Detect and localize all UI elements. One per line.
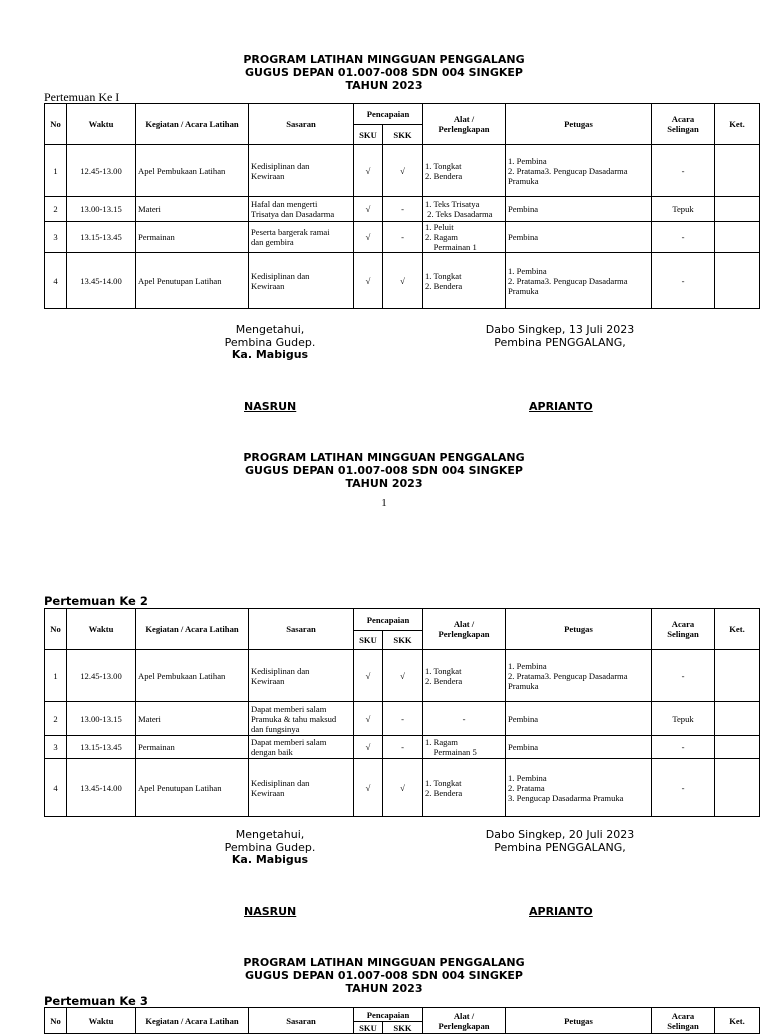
cell-petugas bbox=[506, 736, 652, 759]
sig-left-line-3: Ka. Mabigus bbox=[231, 348, 309, 361]
col-header-petugas: Petugas bbox=[506, 104, 652, 145]
cell-no: 2 bbox=[45, 702, 67, 736]
acara-header-line-2: Selingan bbox=[667, 629, 699, 639]
cell-alat-line: Permainan 5 bbox=[425, 747, 477, 757]
cell-sasaran-line: Kewiraan bbox=[251, 280, 285, 291]
title-line-1: PROGRAM LATIHAN MINGGUAN PENGGALANG bbox=[243, 451, 525, 464]
cell-ket bbox=[715, 759, 760, 817]
cell-alat bbox=[423, 145, 506, 197]
cell-skk: √ bbox=[383, 650, 423, 702]
cell-alat-line: 2. Teks Dasadarma bbox=[425, 209, 493, 219]
cell-kegiatan: Apel Pembukaan Latihan bbox=[136, 650, 249, 702]
sig-right-line-2: Pembina PENGGALANG, bbox=[494, 335, 626, 349]
col-header-sasaran: Sasaran bbox=[249, 104, 354, 145]
col-header-alat bbox=[423, 609, 506, 650]
cell-kegiatan: Apel Penutupan Latihan bbox=[136, 759, 249, 817]
col-header-pencapaian: Pencapaian bbox=[354, 104, 423, 125]
cell-waktu: 13.00-13.15 bbox=[67, 197, 136, 222]
cell-petugas bbox=[506, 222, 652, 253]
cell-sasaran-line: Peserta bargerak ramai bbox=[251, 227, 330, 237]
cell-kegiatan: Permainan bbox=[136, 736, 249, 759]
program-title-2 bbox=[0, 451, 768, 490]
col-header-ket: Ket. bbox=[715, 1008, 760, 1034]
cell-skk: - bbox=[383, 197, 423, 222]
cell-no: 4 bbox=[45, 759, 67, 817]
col-header-sku: SKU bbox=[354, 125, 383, 145]
cell-sku: √ bbox=[354, 145, 383, 197]
col-header-kegiatan: Kegiatan / Acara Latihan bbox=[136, 609, 249, 650]
cell-alat bbox=[423, 736, 506, 759]
cell-sasaran bbox=[249, 702, 354, 736]
cell-sku: √ bbox=[354, 222, 383, 253]
cell-waktu: 13.15-13.45 bbox=[67, 222, 136, 253]
cell-waktu: 13.00-13.15 bbox=[67, 702, 136, 736]
col-header-kegiatan: Kegiatan / Acara Latihan bbox=[136, 104, 249, 145]
cell-sasaran-line: dengan baik bbox=[251, 747, 293, 757]
cell-sasaran bbox=[249, 650, 354, 702]
table-row bbox=[45, 197, 760, 222]
title-line-2: GUGUS DEPAN 01.007-008 SDN 004 SINGKEP bbox=[245, 969, 523, 982]
cell-acara: - bbox=[652, 145, 715, 197]
table-row bbox=[45, 759, 760, 817]
cell-alat-line: 2. Bendera bbox=[425, 170, 463, 181]
cell-sasaran-line: Hafal dan mengerti bbox=[251, 199, 318, 209]
acara-header-line-1: Acara bbox=[671, 619, 695, 629]
cell-skk: √ bbox=[383, 145, 423, 197]
alat-header-line-2: Perlengkapan bbox=[438, 1020, 490, 1031]
col-header-acara bbox=[652, 1008, 715, 1034]
cell-petugas-line: Pembina bbox=[508, 204, 539, 214]
cell-sku: √ bbox=[354, 702, 383, 736]
cell-petugas-line: Pembina bbox=[508, 742, 539, 752]
cell-kegiatan: Permainan bbox=[136, 222, 249, 253]
title-line-2: GUGUS DEPAN 01.007-008 SDN 004 SINGKEP bbox=[245, 66, 523, 79]
acara-header-line-1: Acara bbox=[671, 1010, 695, 1021]
cell-acara: - bbox=[652, 253, 715, 309]
cell-waktu: 12.45-13.00 bbox=[67, 145, 136, 197]
signer-name-right-1: APRIANTO bbox=[529, 400, 593, 413]
cell-sasaran-line: Kedisiplinan dan bbox=[251, 270, 310, 281]
cell-ket bbox=[715, 222, 760, 253]
cell-alat bbox=[423, 702, 506, 736]
cell-sasaran-line: Kedisiplinan dan bbox=[251, 777, 310, 788]
cell-petugas-line: 2. Pratama3. Pengucap Dasadarma bbox=[508, 670, 628, 681]
meeting-3-label: Pertemuan Ke 3 bbox=[44, 994, 148, 1008]
meeting-1-table bbox=[44, 103, 760, 309]
col-header-waktu: Waktu bbox=[67, 104, 136, 145]
cell-petugas-line: Pembina bbox=[508, 232, 539, 242]
cell-petugas-line: Pramuka bbox=[508, 680, 539, 691]
program-title-1 bbox=[0, 53, 768, 92]
cell-skk: - bbox=[383, 736, 423, 759]
title-line-3: TAHUN 2023 bbox=[345, 79, 423, 92]
signer-name-right-2: APRIANTO bbox=[529, 905, 593, 918]
signer-name-left-2: NASRUN bbox=[244, 905, 297, 918]
col-header-waktu: Waktu bbox=[67, 1008, 136, 1034]
cell-alat bbox=[423, 253, 506, 309]
col-header-acara bbox=[652, 609, 715, 650]
sig-left-line-2: Pembina Gudep. bbox=[224, 840, 316, 854]
cell-petugas-line: 1. Pembina bbox=[508, 265, 547, 276]
col-header-alat bbox=[423, 1008, 506, 1034]
cell-alat-line: Permainan 1 bbox=[425, 242, 477, 252]
cell-ket bbox=[715, 197, 760, 222]
cell-waktu: 12.45-13.00 bbox=[67, 650, 136, 702]
cell-alat bbox=[423, 197, 506, 222]
cell-alat-line: 1. Tongkat bbox=[425, 160, 462, 171]
col-header-kegiatan: Kegiatan / Acara Latihan bbox=[136, 1008, 249, 1034]
meeting-2-label: Pertemuan Ke 2 bbox=[44, 594, 148, 608]
cell-sku: √ bbox=[354, 759, 383, 817]
alat-header-line-1: Alat / bbox=[453, 1010, 475, 1021]
sig-left-line-3: Ka. Mabigus bbox=[231, 853, 309, 866]
cell-sasaran-line: Kewiraan bbox=[251, 787, 285, 798]
cell-petugas-line: Pramuka bbox=[508, 175, 539, 186]
meeting-2-table bbox=[44, 608, 760, 817]
title-line-1: PROGRAM LATIHAN MINGGUAN PENGGALANG bbox=[243, 53, 525, 66]
cell-ket bbox=[715, 736, 760, 759]
alat-header-line-2: Perlengkapan bbox=[438, 629, 490, 639]
cell-sasaran bbox=[249, 197, 354, 222]
cell-petugas-line: 3. Pengucap Dasadarma Pramuka bbox=[508, 792, 624, 803]
cell-no: 3 bbox=[45, 736, 67, 759]
table-row bbox=[45, 702, 760, 736]
cell-alat-line: 1. Peluit bbox=[425, 222, 454, 232]
cell-sasaran-line: Pramuka & tahu maksud bbox=[251, 713, 337, 724]
cell-waktu: 13.45-14.00 bbox=[67, 759, 136, 817]
cell-acara: - bbox=[652, 736, 715, 759]
program-title-3 bbox=[0, 956, 768, 995]
cell-skk: √ bbox=[383, 253, 423, 309]
title-line-2: GUGUS DEPAN 01.007-008 SDN 004 SINGKEP bbox=[245, 464, 523, 477]
title-line-1: PROGRAM LATIHAN MINGGUAN PENGGALANG bbox=[243, 956, 525, 969]
cell-sasaran-line: Dapat memberi salam bbox=[251, 737, 327, 747]
col-header-ket: Ket. bbox=[715, 609, 760, 650]
cell-acara: - bbox=[652, 759, 715, 817]
cell-sku: √ bbox=[354, 736, 383, 759]
cell-sku: √ bbox=[354, 197, 383, 222]
cell-kegiatan: Apel Pembukaan Latihan bbox=[136, 145, 249, 197]
cell-alat bbox=[423, 759, 506, 817]
sig-right-line-1: Dabo Singkep, 20 Juli 2023 bbox=[485, 828, 635, 841]
cell-petugas-line: 2. Pratama3. Pengucap Dasadarma bbox=[508, 275, 628, 286]
col-header-petugas: Petugas bbox=[506, 1008, 652, 1034]
cell-sasaran bbox=[249, 736, 354, 759]
cell-no: 1 bbox=[45, 145, 67, 197]
cell-alat-line: 1. Ragam bbox=[425, 737, 458, 747]
cell-petugas bbox=[506, 702, 652, 736]
cell-no: 2 bbox=[45, 197, 67, 222]
cell-petugas bbox=[506, 145, 652, 197]
cell-petugas-line: Pramuka bbox=[508, 285, 539, 296]
cell-sasaran bbox=[249, 759, 354, 817]
cell-petugas-line: 2. Pratama bbox=[508, 782, 545, 793]
cell-ket bbox=[715, 702, 760, 736]
table-row bbox=[45, 222, 760, 253]
cell-acara: - bbox=[652, 650, 715, 702]
cell-ket bbox=[715, 253, 760, 309]
cell-sasaran-line: dan fungsinya bbox=[251, 723, 300, 734]
col-header-skk: SKK bbox=[383, 631, 423, 650]
cell-petugas bbox=[506, 197, 652, 222]
col-header-no: No bbox=[45, 609, 67, 650]
col-header-pencapaian: Pencapaian bbox=[354, 609, 423, 631]
col-header-alat bbox=[423, 104, 506, 145]
cell-kegiatan: Materi bbox=[136, 197, 249, 222]
cell-sasaran bbox=[249, 145, 354, 197]
title-line-3: TAHUN 2023 bbox=[345, 477, 423, 490]
cell-alat-line: 2. Bendera bbox=[425, 787, 463, 798]
cell-alat-line: 1. Tongkat bbox=[425, 665, 462, 676]
col-header-petugas: Petugas bbox=[506, 609, 652, 650]
table-row bbox=[45, 736, 760, 759]
cell-sasaran-line: Kedisiplinan dan bbox=[251, 665, 310, 676]
cell-alat bbox=[423, 650, 506, 702]
cell-no: 3 bbox=[45, 222, 67, 253]
cell-sasaran-line: Kewiraan bbox=[251, 675, 285, 686]
cell-sasaran-line: Kewiraan bbox=[251, 170, 285, 181]
cell-alat-line: 1. Teks Trisatya bbox=[425, 199, 480, 209]
title-line-3: TAHUN 2023 bbox=[345, 982, 423, 995]
signature-left-2 bbox=[200, 829, 340, 867]
cell-petugas-line: 2. Pratama3. Pengucap Dasadarma bbox=[508, 165, 628, 176]
cell-alat-line: 1. Tongkat bbox=[425, 270, 462, 281]
col-header-waktu: Waktu bbox=[67, 609, 136, 650]
cell-petugas-line: 1. Pembina bbox=[508, 660, 547, 671]
meeting-1-label: Pertemuan Ke I bbox=[44, 90, 120, 104]
sig-left-line-1: Mengetahui, bbox=[235, 323, 305, 336]
cell-alat-line: 2. Bendera bbox=[425, 675, 463, 686]
cell-petugas bbox=[506, 253, 652, 309]
cell-acara: Tepuk bbox=[652, 197, 715, 222]
sig-right-line-1: Dabo Singkep, 13 Juli 2023 bbox=[485, 323, 635, 336]
signer-name-left-1: NASRUN bbox=[244, 400, 297, 413]
page-number: 1 bbox=[381, 497, 387, 509]
cell-no: 1 bbox=[45, 650, 67, 702]
cell-waktu: 13.15-13.45 bbox=[67, 736, 136, 759]
col-header-sasaran: Sasaran bbox=[249, 1008, 354, 1034]
cell-alat-line: - bbox=[462, 713, 466, 724]
cell-sku: √ bbox=[354, 650, 383, 702]
col-header-skk: SKK bbox=[383, 1022, 423, 1034]
cell-ket bbox=[715, 145, 760, 197]
cell-skk: √ bbox=[383, 759, 423, 817]
sig-right-line-2: Pembina PENGGALANG, bbox=[494, 840, 626, 854]
cell-waktu: 13.45-14.00 bbox=[67, 253, 136, 309]
cell-petugas bbox=[506, 650, 652, 702]
cell-kegiatan: Apel Penutupan Latihan bbox=[136, 253, 249, 309]
col-header-sku: SKU bbox=[354, 631, 383, 650]
cell-sasaran bbox=[249, 222, 354, 253]
cell-skk: - bbox=[383, 222, 423, 253]
cell-alat bbox=[423, 222, 506, 253]
col-header-acara bbox=[652, 104, 715, 145]
cell-petugas-line: 1. Pembina bbox=[508, 772, 547, 783]
sig-left-line-2: Pembina Gudep. bbox=[224, 335, 316, 349]
cell-acara: - bbox=[652, 222, 715, 253]
cell-acara: Tepuk bbox=[652, 702, 715, 736]
col-header-pencapaian: Pencapaian bbox=[354, 1008, 423, 1022]
alat-header-line-2: Perlengkapan bbox=[438, 124, 490, 134]
signature-right-1 bbox=[470, 324, 650, 349]
col-header-sasaran: Sasaran bbox=[249, 609, 354, 650]
col-header-no: No bbox=[45, 1008, 67, 1034]
cell-petugas-line: 1. Pembina bbox=[508, 155, 547, 166]
acara-header-line-2: Selingan bbox=[667, 1020, 699, 1031]
cell-alat-line: 2. Ragam bbox=[425, 232, 458, 242]
meeting-3-table bbox=[44, 1007, 760, 1034]
cell-kegiatan: Materi bbox=[136, 702, 249, 736]
cell-sasaran-line: Trisatya dan Dasadarma bbox=[251, 209, 335, 219]
cell-alat-line: 1. Tongkat bbox=[425, 777, 462, 788]
cell-alat-line: 2. Bendera bbox=[425, 280, 463, 291]
table-row bbox=[45, 253, 760, 309]
cell-no: 4 bbox=[45, 253, 67, 309]
cell-skk: - bbox=[383, 702, 423, 736]
cell-petugas-line: Pembina bbox=[508, 713, 539, 724]
col-header-ket: Ket. bbox=[715, 104, 760, 145]
alat-header-line-1: Alat / bbox=[453, 114, 475, 124]
cell-sku: √ bbox=[354, 253, 383, 309]
alat-header-line-1: Alat / bbox=[453, 619, 475, 629]
cell-ket bbox=[715, 650, 760, 702]
acara-header-line-2: Selingan bbox=[667, 124, 699, 134]
signature-left-1 bbox=[200, 324, 340, 362]
cell-sasaran bbox=[249, 253, 354, 309]
signature-right-2 bbox=[470, 829, 650, 854]
acara-header-line-1: Acara bbox=[671, 114, 695, 124]
col-header-sku: SKU bbox=[354, 1022, 383, 1034]
cell-petugas bbox=[506, 759, 652, 817]
cell-sasaran-line: dan gembira bbox=[251, 237, 294, 247]
sig-left-line-1: Mengetahui, bbox=[235, 828, 305, 841]
cell-sasaran-line: Kedisiplinan dan bbox=[251, 160, 310, 171]
cell-sasaran-line: Dapat memberi salam bbox=[251, 703, 327, 714]
col-header-no: No bbox=[45, 104, 67, 145]
col-header-skk: SKK bbox=[383, 125, 423, 145]
table-row bbox=[45, 145, 760, 197]
table-row bbox=[45, 650, 760, 702]
